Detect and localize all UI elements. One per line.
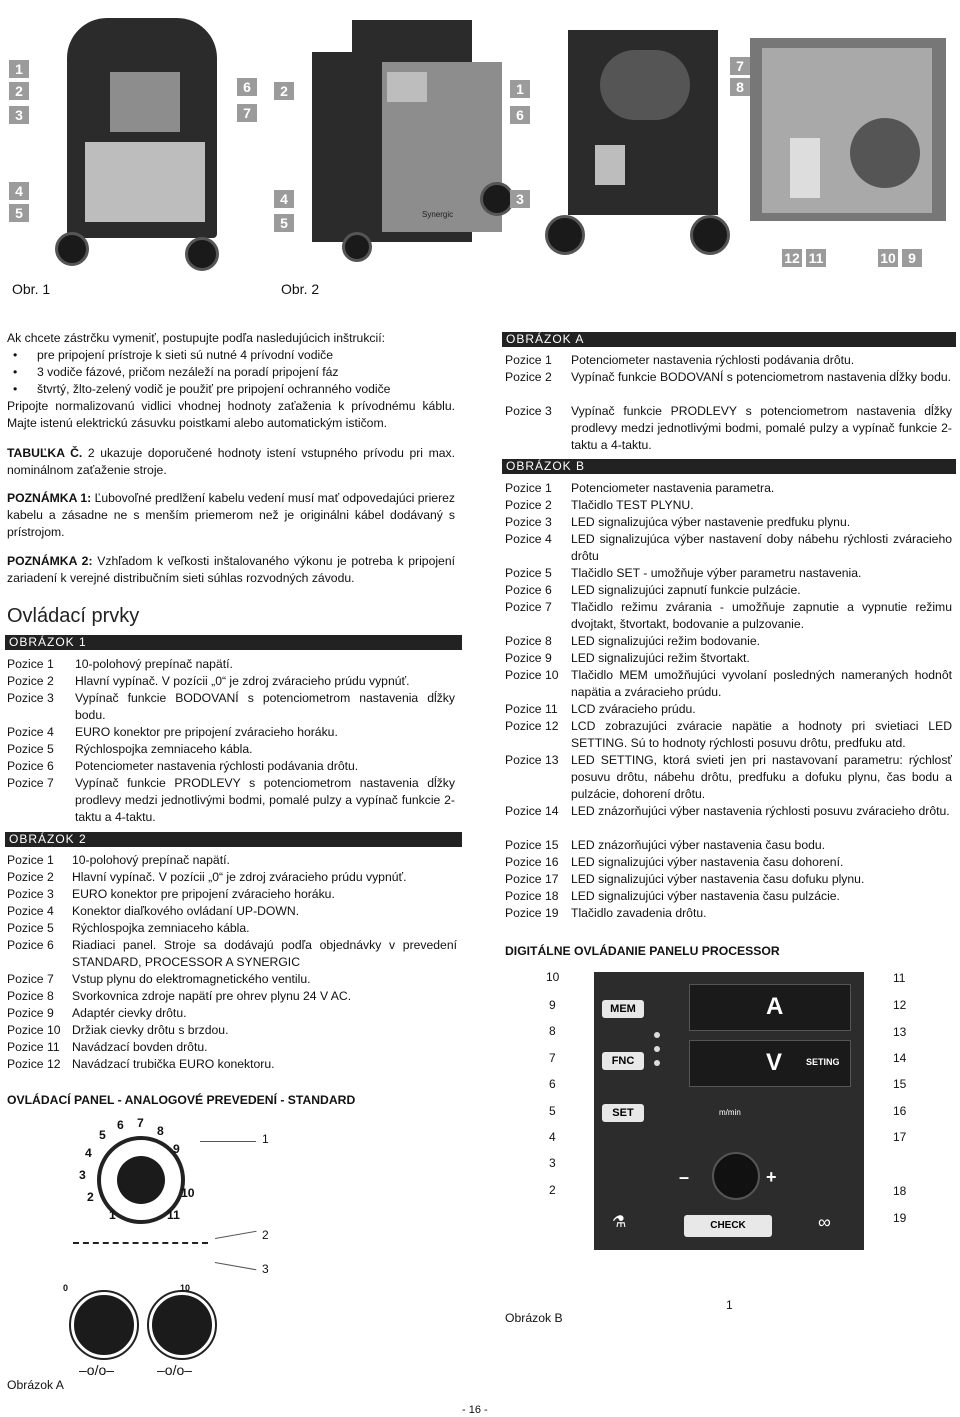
pause-time-knob[interactable] xyxy=(149,1292,215,1358)
badge: 5 xyxy=(274,214,294,232)
machine-photo-inside xyxy=(750,38,946,221)
figure-caption-2: Obr. 2 xyxy=(281,281,320,297)
callout-2: 2 xyxy=(262,1228,269,1242)
pos-desc: 10-polohový prepínač napätí. xyxy=(75,657,233,671)
pos-desc: LED znázorňujúci výber nastavenia rýchlosti posuvu zváracieho drôtu. xyxy=(571,804,950,818)
intro-bullets xyxy=(7,347,467,398)
pos-label: Pozice 1 xyxy=(7,657,54,671)
pos-label: Pozice 12 xyxy=(505,719,559,733)
pos-label: Pozice 3 xyxy=(7,691,54,705)
badge: 3 xyxy=(510,190,530,208)
pos-label: Pozice 7 xyxy=(7,972,54,986)
pos-desc: Hlavní vypínač. V pozícii „0“ je zdroj zváracieho prúdu vypnúť. xyxy=(72,870,407,884)
dial-scale-left xyxy=(63,1283,133,1293)
pos-desc: Adaptér cievky drôtu. xyxy=(72,1006,187,1020)
panel-number: 8 xyxy=(549,1024,556,1038)
dial-number: 9 xyxy=(173,1142,180,1156)
section-title: Ovládací prvky xyxy=(7,605,140,627)
digital-panel xyxy=(594,972,864,1250)
pos-label: Pozice 11 xyxy=(7,1040,60,1054)
panel-number: 2 xyxy=(549,1183,556,1197)
pos-label: Pozice 2 xyxy=(505,370,552,384)
setting-label: SETING xyxy=(806,1057,840,1067)
pos-label: Pozice 5 xyxy=(505,566,552,580)
pos-desc: Vypínač funkcie BODOVANÍ s potenciometrom nastavenia dĺžky bodu. xyxy=(75,691,455,722)
badge: 9 xyxy=(902,249,922,267)
p2-label: TABUĽKA Č. xyxy=(7,446,83,460)
pos-label: Pozice 2 xyxy=(7,674,54,688)
badge: 5 xyxy=(9,204,29,222)
intro-p1: Pripojte normalizovanú vidlici vhodnej hodnoty zaťaženia k prívodnému káblu. Majte istenú elektrickú zásuvku poistkami alebo automatickým ističom. xyxy=(7,399,455,430)
pos-desc: LED signalizujúci zapnutí funkcie pulzácie. xyxy=(571,583,801,597)
panel-number: 16 xyxy=(893,1104,907,1118)
dial-number: 7 xyxy=(137,1116,144,1130)
scale-label: 0 xyxy=(63,1283,69,1293)
intro-p2 xyxy=(7,445,455,479)
pos-desc: Potenciometer nastavenia parametra. xyxy=(571,481,775,495)
machine-photo-2 xyxy=(272,12,534,284)
obrazok-a-heading: OBRÁZOK A xyxy=(502,332,956,347)
pos-label: Pozice 4 xyxy=(505,532,552,546)
panel-number: 11 xyxy=(893,971,906,985)
p2-text: 2 ukazuje doporučené hodnoty istení vstupného prívodu pri max. nominálnom zaťaženie stroje. xyxy=(7,446,455,477)
badge: 2 xyxy=(9,82,29,100)
param-knob[interactable] xyxy=(712,1152,760,1200)
gas-icon: ⚗ xyxy=(612,1214,627,1231)
pos-label: Pozice 6 xyxy=(505,583,552,597)
dial-number: 6 xyxy=(117,1118,124,1132)
bullet-item: • pre pripojení prístroje k sieti sú nutné 4 prívodní vodiče xyxy=(7,347,467,364)
check-button[interactable]: CHECK xyxy=(684,1215,772,1237)
led-1 xyxy=(654,1032,660,1038)
pos-label: Pozice 1 xyxy=(505,353,552,367)
minus-label: – xyxy=(679,1167,690,1187)
callout-1: 1 xyxy=(262,1132,269,1146)
panel-number: 13 xyxy=(893,1025,907,1039)
panel-number: 9 xyxy=(549,998,556,1012)
pos-desc: LED signalizujúci výber nastavenia času pulzácie. xyxy=(571,889,840,903)
pos-label: Pozice 2 xyxy=(505,498,552,512)
analog-panel: 1 2 3 4 5 6 7 8 9 10 11 –o/o– –o/o– xyxy=(65,1112,215,1370)
p4-label: POZNÁMKA 2: xyxy=(7,554,93,568)
pos-label: Pozice 8 xyxy=(7,989,54,1003)
pos-desc: Hlavní vypínač. V pozícii „0“ je zdroj zváracieho prúdu vypnúť. xyxy=(75,674,410,688)
pos-label: Pozice 4 xyxy=(7,904,54,918)
pos-label: Pozice 15 xyxy=(505,838,559,852)
digital-panel-heading: DIGITÁLNE OVLÁDANIE PANELU PROCESSOR xyxy=(505,944,780,958)
pos-desc: Tlačidlo TEST PLYNU. xyxy=(571,498,694,512)
pos-label: Pozice 6 xyxy=(7,938,54,952)
panel-number: 5 xyxy=(549,1104,556,1118)
pos-desc: LED SETTING, ktorá svieti jen pri nastavovaní parametru: rýchlosť posuvu drôtu, nábehu drôtu, predfuku a dofuku plynu, čas bodu a pulzácie, dohorení drôtu. xyxy=(571,753,952,801)
pos-desc: Vypínač funkcie BODOVANÍ s potenciometrom nastavenia dĺžky bodu. xyxy=(571,370,952,384)
pos-desc: LCD zobrazujúci zváracie napätie a hodnoty pri svietiaci LED SETTING. Sú to hodnoty rýchlosti posuvu drôtu, predfuku atd. xyxy=(571,719,952,750)
pos-desc: LED signalizujúca výber nastavení doby nábehu rýchlosti zváracieho drôtu xyxy=(571,532,952,563)
pos-label: Pozice 17 xyxy=(505,872,559,886)
panel-number: 14 xyxy=(893,1051,907,1065)
dial-number: 2 xyxy=(87,1190,94,1204)
badge: 1 xyxy=(510,80,530,98)
caption-obrazok-b: Obrázok B xyxy=(505,1311,563,1325)
machine-photo-rear xyxy=(540,30,746,272)
pos-desc: Potenciometer nastavenia rýchlosti podávania drôtu. xyxy=(571,353,855,367)
badge: 2 xyxy=(274,82,294,100)
badge: 7 xyxy=(237,104,257,122)
pos-label: Pozice 18 xyxy=(505,889,559,903)
unit-label: m/min xyxy=(719,1108,741,1117)
badge: 7 xyxy=(730,57,750,75)
caption-obrazok-a: Obrázok A xyxy=(7,1378,64,1392)
pos-label: Pozice 9 xyxy=(505,651,552,665)
pos-label: Pozice 8 xyxy=(505,634,552,648)
pos-desc: Svorkovnica zdroje napätí pre ohrev plynu 24 V AC. xyxy=(72,989,352,1003)
p4-text: Vzhľadom k veľkosti inštalovaného výkonu je potreba k pripojení zariadení k verejné distribučním sieti súhlas rozvodných závodu. xyxy=(7,554,455,585)
pos-label: Pozice 2 xyxy=(7,870,54,884)
pos-desc: LED signalizujúci výber nastavenia času dohorení. xyxy=(571,855,844,869)
scale-label: 10 xyxy=(180,1283,191,1293)
intro-lead: Ak chcete zástrčku vymeniť, postupujte podľa nasledujúcich inštrukcií: xyxy=(7,331,385,345)
panel-number: 12 xyxy=(893,998,907,1012)
pos-label: Pozice 1 xyxy=(505,481,552,495)
plus-label: + xyxy=(766,1167,777,1187)
panel-number: 4 xyxy=(549,1130,556,1144)
pos-desc: Konektor diaľkového ovládaní UP-DOWN. xyxy=(72,904,300,918)
figure-caption-1: Obr. 1 xyxy=(12,281,51,297)
badge: 8 xyxy=(730,78,750,96)
pos-label: Pozice 3 xyxy=(505,515,552,529)
p3-label: POZNÁMKA 1: xyxy=(7,491,92,505)
pos-label: Pozice 1 xyxy=(7,853,54,867)
obrazok2-heading: OBRÁZOK 2 xyxy=(5,832,462,847)
pos-label: Pozice 19 xyxy=(505,906,559,920)
pos-label: Pozice 9 xyxy=(7,1006,54,1020)
pos-desc: 10-polohový prepínač napätí. xyxy=(72,853,230,867)
wire-feed-icon: ∞ xyxy=(818,1212,831,1232)
pos-label: Pozice 14 xyxy=(505,804,559,818)
display-v-label: V xyxy=(766,1049,783,1076)
badge: 1 xyxy=(9,60,29,78)
badge: 6 xyxy=(237,78,257,96)
pos-desc: LED znázorňujúci výber nastavenia času bodu. xyxy=(571,838,826,852)
pos-desc: Tlačidlo MEM umožňujúci vyvolaní posledných nameraných hodnôt napätia a zváracieho prúdu. xyxy=(571,668,952,699)
pos-desc: Tlačidlo zavadenia drôtu. xyxy=(571,906,707,920)
mem-button[interactable]: MEM xyxy=(602,1000,644,1018)
dial-number: 3 xyxy=(79,1168,86,1182)
dial-number: 10 xyxy=(181,1186,195,1200)
led-3 xyxy=(654,1060,660,1066)
pos-desc: Vstup plynu do elektromagnetického ventilu. xyxy=(72,972,311,986)
obrazok1-heading: OBRÁZOK 1 xyxy=(5,635,462,650)
dial-number: 5 xyxy=(99,1128,106,1142)
pos-label: Pozice 7 xyxy=(505,600,552,614)
pos-desc: EURO konektor pre pripojení zváracieho horáku. xyxy=(72,887,335,901)
voltage-display xyxy=(689,1040,851,1087)
pos-desc: Vypínač funkcie PRODLEVY s potenciometrom nastavenia dĺžky prodlevy medzi jednotlivými bodmi, pomalé pulzy a vypínač funkcie 2-taktu a 4-taktu. xyxy=(571,404,952,452)
intro-p4 xyxy=(7,553,455,587)
panel-number: 6 xyxy=(549,1077,556,1091)
pos-label: Pozice 10 xyxy=(505,668,559,682)
callout-3: 3 xyxy=(262,1262,269,1276)
pos-desc: Navádzací trubička EURO konektoru. xyxy=(72,1057,275,1071)
panel-number: 1 xyxy=(726,1298,733,1312)
pos-label: Pozice 6 xyxy=(7,759,54,773)
pos-desc: LED signalizujúca výber nastavenie predfuku plynu. xyxy=(571,515,851,529)
page-number: - 16 - xyxy=(462,1404,488,1416)
pos-label: Pozice 3 xyxy=(505,404,552,418)
panel-number: 19 xyxy=(893,1211,907,1225)
obrazok-b-heading: OBRÁZOK B xyxy=(502,459,956,474)
dial-number: 11 xyxy=(167,1208,180,1222)
current-display xyxy=(689,984,851,1031)
intro-p3 xyxy=(7,490,455,541)
dial-number: 8 xyxy=(157,1124,164,1138)
machine-photo-1 xyxy=(5,12,267,284)
badge: 4 xyxy=(9,182,29,200)
pos-label: Pozice 16 xyxy=(505,855,559,869)
pos-label: Pozice 3 xyxy=(7,887,54,901)
pos-desc: LED signalizujúci výber nastavenia času dofuku plynu. xyxy=(571,872,865,886)
pos-label: Pozice 10 xyxy=(7,1023,61,1037)
panel-number: 10 xyxy=(546,970,560,984)
pos-desc: Navádzací bovden drôtu. xyxy=(72,1040,208,1054)
pos-desc: Potenciometer nastavenia rýchlosti podávania drôtu. xyxy=(75,759,359,773)
pos-desc: Vypínač funkcie PRODLEVY s potenciometrom nastavenia dĺžky prodlevy medzi jednotlivými bodmi, pomalé pulzy a vypínač funkcie 2-taktu a 4-taktu. xyxy=(75,776,455,824)
pos-desc: Rýchlospojka zemniaceho kábla. xyxy=(72,921,250,935)
p3-text: Ľubovoľné predlžení kabelu vedení musí mať odpovedajúci prierez kabelu a zásadne ne s menším priemerom než je originálni kábel dodávaný s prístrojom. xyxy=(7,491,456,539)
pos-label: Pozice 12 xyxy=(7,1057,61,1071)
pos-desc: Riadiaci panel. Stroje sa dodávajú podľa objednávky v prevedení STANDARD, PROCESSOR A SYNERGIC xyxy=(72,938,457,969)
badge: 10 xyxy=(878,249,898,267)
bullet-item: • štvrtý, žlto-zelený vodič je použiť pre pripojení ochranného vodiče xyxy=(7,381,467,398)
badge: 12 xyxy=(782,249,802,267)
pos-label: Pozice 11 xyxy=(505,702,558,716)
pos-label: Pozice 13 xyxy=(505,753,559,767)
pos-desc: EURO konektor pre pripojení zváracieho horáku. xyxy=(75,725,338,739)
panel-number: 3 xyxy=(549,1156,556,1170)
bullet-item: • 3 vodiče fázové, pričom nezáleží na poradí pripojení fáz xyxy=(7,364,467,381)
pos-label: Pozice 4 xyxy=(7,725,54,739)
panel-number: 17 xyxy=(893,1130,907,1144)
analog-panel-heading: OVLÁDACÍ PANEL - ANALOGOVÉ PREVEDENÍ - STANDARD xyxy=(7,1093,356,1107)
set-button[interactable]: SET xyxy=(602,1104,644,1122)
dial-scale-right xyxy=(180,1283,220,1293)
panel-number: 7 xyxy=(549,1051,556,1065)
badge: 3 xyxy=(9,106,29,124)
dial-number: 1 xyxy=(109,1208,116,1222)
pos-desc: Tlačidlo režimu zvárania - umožňuje zapnutie a vypnutie režimu dvojtakt, štvortakt, bodovanie a pulzovanie. xyxy=(571,600,952,631)
spot-time-knob[interactable] xyxy=(71,1292,137,1358)
fnc-button[interactable]: FNC xyxy=(602,1052,644,1070)
pos-label: Pozice 5 xyxy=(7,921,54,935)
pos-label: Pozice 7 xyxy=(7,776,54,790)
badge: 4 xyxy=(274,190,294,208)
pos-desc: Tlačidlo SET - umožňuje výber parametru nastavenia. xyxy=(571,566,862,580)
pos-desc: LED signalizujúci režim štvortakt. xyxy=(571,651,750,665)
badge: 11 xyxy=(806,249,826,267)
dial-number: 4 xyxy=(85,1146,92,1160)
display-a-label: A xyxy=(766,993,784,1020)
pos-label: Pozice 5 xyxy=(7,742,54,756)
pos-desc: Držiak cievky drôtu s brzdou. xyxy=(72,1023,229,1037)
led-2 xyxy=(654,1046,660,1052)
pos-desc: LCD zváracieho prúdu. xyxy=(571,702,696,716)
panel-number: 18 xyxy=(893,1184,907,1198)
pos-desc: LED signalizujúci režim bodovanie. xyxy=(571,634,761,648)
machine-brand: Synergic xyxy=(422,210,454,219)
pos-desc: Rýchlospojka zemniaceho kábla. xyxy=(75,742,253,756)
badge: 6 xyxy=(510,106,530,124)
panel-number: 15 xyxy=(893,1077,907,1091)
